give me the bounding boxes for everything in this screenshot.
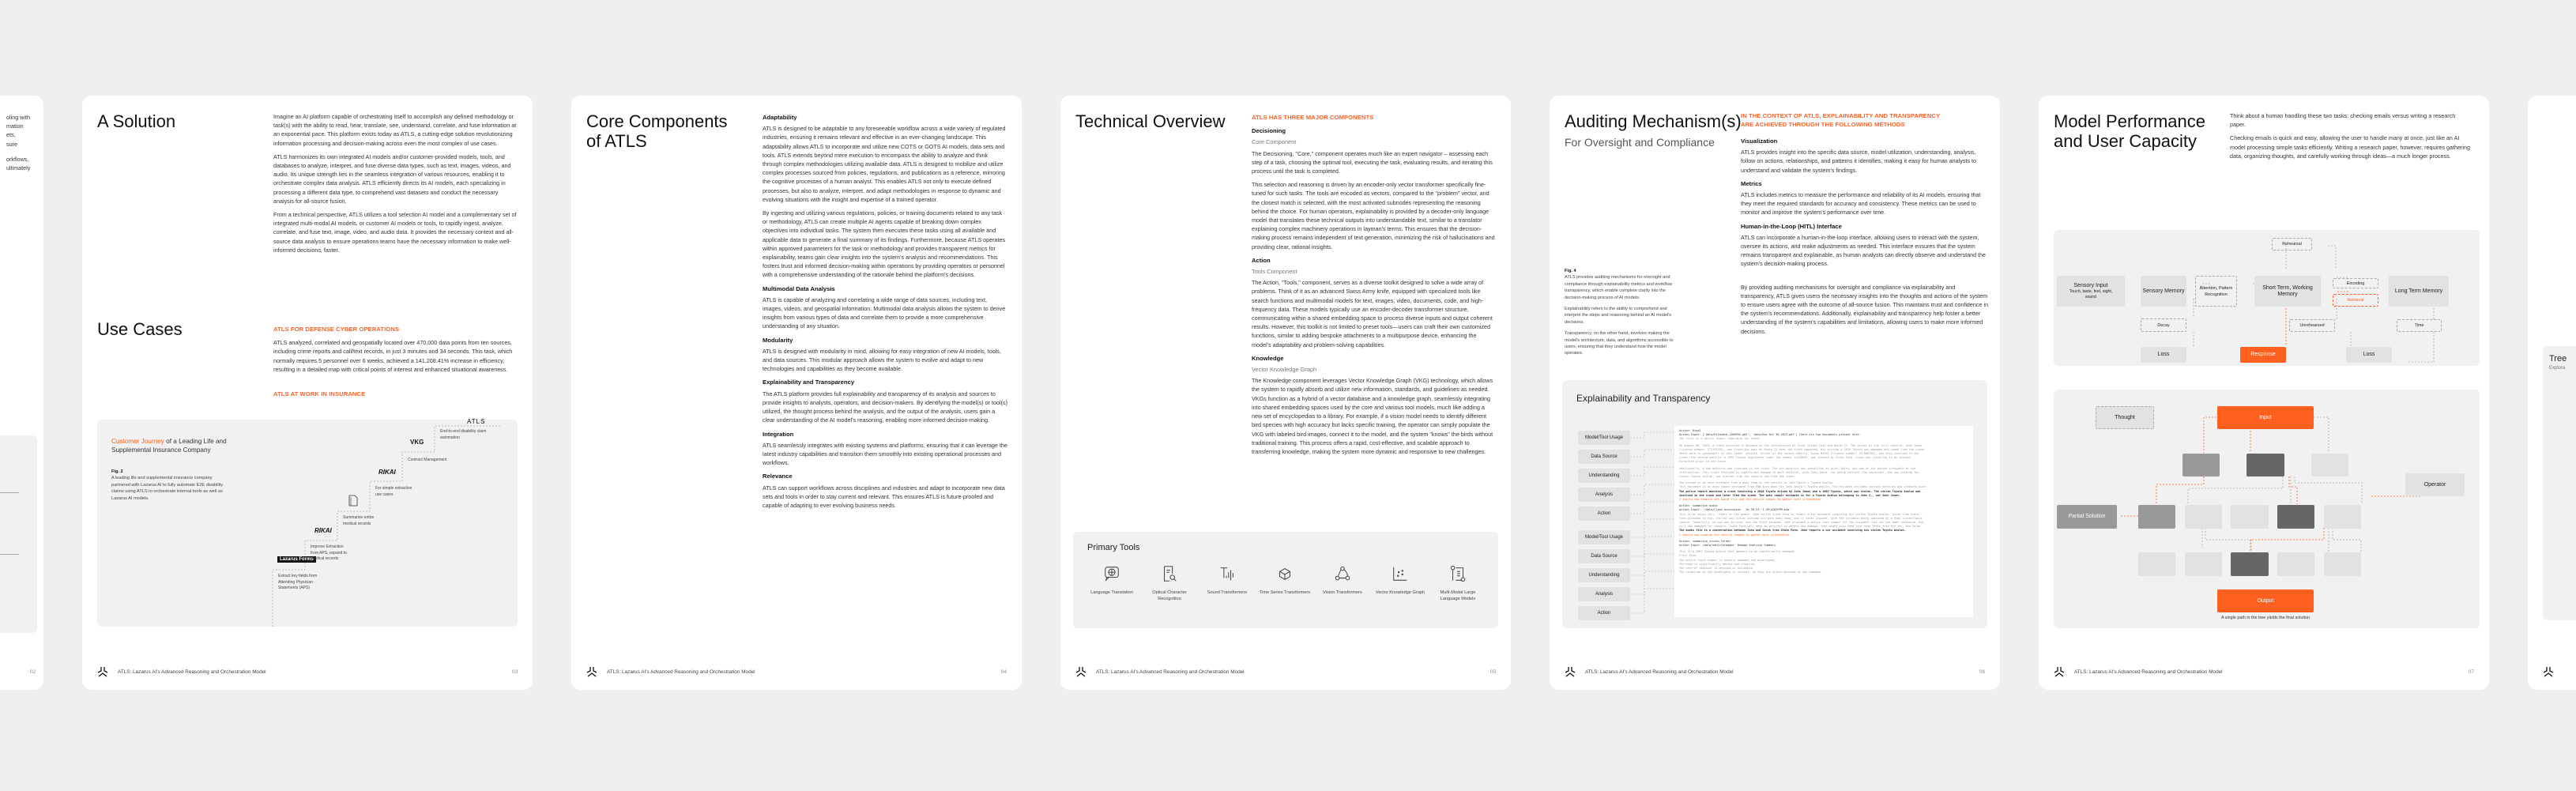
lazarus-forms-logo: Lazarus Forms (277, 556, 316, 563)
subsection-heading: Adaptability (763, 114, 797, 121)
subsection-heading: Multimodal Data Analysis (763, 284, 835, 292)
lazarus-logo-icon (1565, 666, 1576, 677)
log-line: The police report mentions a crash involving a 2016 Toyota driven by John Jones and a 1992 Toyota, which was stolen. The stolen Toyota Avalon was (1679, 489, 1921, 493)
page-footer (2543, 666, 2573, 677)
explainability-label: Action (1578, 606, 1630, 620)
explainability-label: Model/Tool Usage (1578, 431, 1630, 445)
page-footer (3, 666, 36, 677)
log-line: crash. The second vehicle, a 1992 Toyota registered under the number 14228949, was insured by State Farm. Susan was traveling in an unknown (1679, 456, 1911, 460)
page-footer (586, 666, 1007, 677)
log-line: direction prior to the crash. (1679, 460, 1728, 464)
auditing-text (1741, 111, 1990, 341)
lazarus-logo-icon (2054, 666, 2065, 677)
page-number: 05 (1489, 669, 1496, 675)
subsection-heading: Visualization (1741, 137, 1778, 145)
section-title: Use Cases (97, 319, 183, 339)
sensory-input-box (2057, 276, 2125, 307)
retrieval-box: Retrieval (2333, 294, 2378, 307)
log-line: Action Input: /data/vehicleimages' Damage Analysis Summary (1679, 544, 1776, 548)
paragraph: From a technical perspective, ATLS utilizes a tool selection AI model and a complementary set of integrated multi-modal AI models, or customer AI models or tools, to rapidly ingest, analyze, correlate, and fuse text, image, video, and audio data. It provides the necessary context and all-source data analysis to ensure operations teams have the necessary information to make well-informed decisions, faster. (273, 211, 517, 254)
log-line: I should now examine the audio file and the vehicle images to gather more information. (1679, 498, 1823, 502)
divider (0, 492, 19, 493)
page-number: 06 (1979, 669, 1985, 675)
subsection-heading: Integration (763, 430, 794, 438)
component-subheading: Tools Component (1252, 268, 1297, 276)
text-fragment: orkflows, (6, 155, 29, 163)
tool-label: Optical Character Recognition (1152, 590, 1187, 601)
explainability-label: Understanding (1578, 469, 1630, 483)
thought-node (2246, 454, 2284, 476)
journey-highlight: Customer Journey (111, 438, 164, 445)
journey-step-label: For simple extraction use cases (375, 486, 412, 497)
label-connectors (1630, 426, 1674, 616)
title-line: Core Components (586, 111, 728, 131)
solution-text (273, 112, 518, 259)
component-subheading: Vector Knowledge Graph (1252, 366, 1317, 374)
page-08-partial (2528, 96, 2576, 690)
operator-box: Operator (2405, 473, 2465, 496)
log-line: (license number: S71153J61), was traveling east on Route 21 when the crash happened. His driving a 2016 Toyota was damaged and towed from the scene. (1679, 447, 1926, 451)
tool-item (1142, 565, 1197, 602)
diagram-caption: A single path in the tree yields the final solution (2220, 616, 2310, 620)
partial-solution-box: Partial Solution (2057, 505, 2117, 529)
log-line: Additionally, a non-motorist was involved in the crash. The non-motorist was identified as Ariel Smith, who was at the marked crosswalk at the (1679, 466, 1916, 470)
page-number: 03 (511, 669, 518, 675)
page-footer (1075, 666, 1496, 677)
log-line: Front View: (1679, 554, 1698, 558)
loss-box: Loss (2141, 347, 2186, 363)
text-fragment-block (6, 113, 30, 172)
memory-model-diagram (2054, 230, 2480, 366)
primary-tools-panel (1073, 532, 1498, 628)
panel-subtitle: Explora (2549, 366, 2566, 371)
fig-label: Fig. 4 (1565, 269, 1576, 273)
log-line: intersection. This crash resulted in significant damage to both vehicles, with John Jones' car being totaled. The assailant, who was driving the (1679, 470, 1919, 474)
subsection-heading: Relevance (763, 473, 793, 480)
use-cases-text (273, 325, 518, 398)
footer-title: ATLS: Lazarus AI's Advanced Reasoning and Orchestration Model (1585, 669, 1734, 675)
paragraph: ATLS provides insight into the specific data source, model utilization, understanding, analysis, follow on actions, relationships, and patterns it identifies, making it easy for human analysts to understand and validate the system's findings. (1741, 149, 1977, 174)
text-fragment: ets, (6, 131, 16, 139)
fig-text: Explainability refers to the ability to comprehend and interpret the steps and reasoning behind an AI model's decisions. (1565, 307, 1672, 325)
title-line: and User Capacity (2054, 131, 2197, 151)
thought-node (2138, 505, 2175, 529)
paragraph: ATLS is capable of analyzing and correlating a wide range of data sources, including text, images, videos, and geospatial information. Multimodal data analysis allows the system to derive insights from various types of data and correlate them to provide a more comprehensive understanding of any situation. (763, 296, 1006, 330)
paragraph: The Knowledge component leverages Vector Knowledge Graph (VKG) technology, which allows the system to rapidly absorb and utilize new information, standards, and guidelines as needed. VKGs function as a hybrid of a vector database and a knowledge graph, seamlessly integrating into shared embedding spaces used by the core and various tool models, much like adding a new set of encyclopedias to a library. For example, if a vision model needs to identify different bird species with high accuracy but lacks specific training, the operator can simply populate the VKG with labeled bird images, connect it to the model, and the system "knows" the birds without traditional training. This process offers a rapid, cost-effective, and scalable approach to transferring knowledge, making the system more dynamic and responsive to new challenges. (1252, 377, 1493, 455)
reasoning-log[interactable] (1674, 426, 1973, 617)
log-line: The condition of the headlights is unclear; as they are either missing or too damaged. (1679, 571, 1823, 574)
tool-label: Language Translation (1090, 590, 1133, 595)
thought-node (2324, 552, 2361, 576)
page-footer (2054, 666, 2474, 677)
log-line: The second is an auto estimate from a body shop on the vehicle of John Smith's Toyota Avalon. (1679, 481, 1834, 485)
log-line: This is an audio call, likely on the phone. John called State Farm to report a car accident involving his stolen Toyota Avalon. Sarah from State (1679, 512, 1919, 516)
encoding-box: Encoding (2333, 278, 2378, 288)
tool-item (1373, 565, 1428, 597)
journey-rest: of a Leading Life and Supplemental Insurance Company (111, 438, 227, 454)
paragraph: ATLS includes metrics to measure the performance and reliability of its AI models, ensuring that they meet the required standards for accuracy and consistency. These metrics can be used to monitor and improve the system's performance over time. (1741, 191, 1981, 217)
section-heading: ATLS AT WORK IN INSURANCE (273, 390, 366, 398)
performance-text (2230, 111, 2471, 165)
rehearsal-box: Rehearsal (2272, 238, 2312, 250)
paragraph: By ingesting and utilizing various regulations, policies, or training documents related to any task or methodology, ATLS can create multiple AI agents capable of breaking down complex objectives into individual tasks. The system then executes these tasks using all available and applicable data to generate a final summary of its findings. Furthermore, because ATLS operates within approved parameters for the task or methodology and provides transparent metrics for explainability, teams gain clear insights into the system's analysis and recommendations. This fosters trust and informed decision-making within operations by providing operators or personnel with a comprehensive understanding of the rationale behind the platform's decisions. (763, 209, 1006, 279)
log-line: The entire front bumper is heavily damaged and misaligned. (1679, 558, 1776, 562)
divider (0, 554, 19, 555)
thought-node (2185, 505, 2222, 529)
log-line: The hood is significantly dented and crumpled. (1679, 562, 1756, 566)
page-a-solution (82, 96, 533, 690)
section-heading: IN THE CONTEXT OF ATLS, EXPLAINABILITY AND TRANSPARENCY ARE ACHIEVED THROUGH THE FOLLOWING METHODS (1741, 112, 1941, 128)
paragraph: ATLS is designed with modularity in mind, allowing for easy integration of new AI models, tools, and data sources. This modular approach allows the system to evolve and adapt to new technologies and capabilities as they become available. (763, 347, 1001, 373)
paragraph: Imagine an AI platform capable of orchestrating itself to accomplish any defined methodology or task(s) with the ability to read, hear, translate, see, understand, correlate, and fuse information at an exponential pace. This platform exists today as ATLS, a cutting-edge solution revolutionizing information processing and decision-making across even the most complex of use cases. (273, 113, 517, 147)
footer-title: ATLS: Lazarus AI's Advanced Reasoning and Orchestration Model (607, 669, 755, 675)
tree-of-thought-diagram (2054, 390, 2480, 628)
text-fragment: oling with (6, 114, 30, 121)
paragraph: ATLS analyzed, correlated and geospatially located over 470,000 data points from ten sources, including crime reports and call/text records, in just 3 minutes and 34 seconds. This task, which normally requires 5 personnel over 6 weeks, achieved a 141,208.41% increase in efficiency, resulting in a detailed map with critical points of interest and enhanced situational awareness. (273, 339, 513, 373)
page-number: 07 (2468, 669, 2474, 675)
document-icon (348, 495, 358, 507)
log-line: camera. Thankfully, no one was injured, and the thief escaped. John provided a police case number for the incident. His car has been recovered, but (1679, 521, 1924, 525)
lazarus-logo-icon (97, 666, 108, 677)
journey-step-label: Contract Management (408, 458, 447, 462)
short-term-memory-box: Short Term, Working Memory (2254, 276, 2321, 307)
document-search-icon (1161, 565, 1178, 582)
page-model-performance (2039, 96, 2489, 690)
rikai-logo: RIKAI (378, 469, 396, 476)
customer-journey-panel (97, 420, 518, 627)
explainability-label: Analysis (1578, 587, 1630, 601)
multimodal-icon (1449, 565, 1467, 582)
log-line: involved in the crash and later fled the scene. The auto repair estimate is for a Toyota Avalon belonging to John S., not John Jones. (1679, 493, 1901, 497)
thought-node (2185, 552, 2222, 576)
log-line: Action: RinaI (1679, 429, 1701, 432)
page-core-components (571, 96, 1022, 690)
page-title (586, 111, 728, 151)
log-line: I should now examine the vehicle images to gather more information. (1679, 533, 1791, 537)
page-auditing-mechanisms (1550, 96, 2000, 690)
tool-label: Sound Transformers (1207, 590, 1248, 595)
footer-title: ATLS: Lazarus AI's Advanced Reasoning and Orchestration Model (2074, 669, 2223, 675)
explainability-label: Data Source (1578, 450, 1630, 464)
lazarus-logo-icon (586, 666, 597, 677)
page-02 (0, 96, 43, 690)
journey-step-label: Summarize entire medical records (343, 515, 375, 526)
page-number: 04 (1000, 669, 1007, 675)
journey-step-label: End-to-end disability claim automation (440, 429, 487, 440)
text-fragment: ultimately (6, 164, 31, 172)
component-subheading: Core Component (1252, 138, 1297, 146)
log-line: On August 30, 2023, a crash occurred in Maynard at the intersection of Front Street East and Route 21. The driver of the first vehicle, John Jones (1679, 443, 1923, 447)
section-heading: ATLS FOR DEFENSE CYBER OPERATIONS (273, 326, 400, 333)
log-line: There were no passengers in John Jones' vehicle. Driver of the second vehicle, Susan Miles (license number: S57986T65), was also involved in the (1679, 452, 1919, 456)
page-technical-overview (1060, 96, 1511, 690)
log-line: Action Input: ['data/Estimate-1208932.pdf', 'data/Doc Oct 30 2023.pdf'] There are two documents present here. (1679, 433, 1861, 437)
panel-title: Tree (2549, 354, 2567, 363)
thought-node (2277, 552, 2314, 576)
subsection-heading: Explainability and Transparency (763, 379, 855, 386)
fig-text: ATLS provides auditing mechanisms for oversight and compliance through explainability metrics and workflow transparency, which enable complete clarity into the decision-making process of AI models. (1565, 275, 1673, 300)
subsection-heading: Modularity (763, 336, 793, 344)
fig-text: Transparency, on the other hand, involves making the model's architecture, data, and algorithms accessible to users, ensuring that they understand how the model operates. (1565, 331, 1674, 356)
loss-box: Loss (2346, 347, 2392, 363)
log-line: stolen Toyota Avalon, was ejected from the vehicle and fled the scene. (1679, 475, 1796, 479)
subsection-heading: Metrics (1741, 179, 1762, 187)
attention-box: Attention, Pattern Recognition (2195, 276, 2237, 307)
thought-legend-box: Thought (2096, 406, 2154, 429)
log-line: The central radiator is missing or dislodged. (1679, 567, 1754, 571)
page-footer (97, 666, 518, 677)
journey-step-label: Improve Extraction from APS, expand to medical records (311, 544, 347, 561)
thought-node (2231, 505, 2269, 529)
component-heading: Action (1252, 256, 1271, 264)
page-number: 02 (29, 669, 36, 675)
tool-label: Time Series Transformers (1259, 590, 1311, 595)
panel-title: Primary Tools (1087, 543, 1140, 552)
nodes-icon (1334, 565, 1351, 582)
response-box: Response (2240, 347, 2286, 363)
page-subtitle: For Oversight and Compliance (1565, 136, 1715, 149)
lazarus-logo-icon (1075, 666, 1087, 677)
tool-label: Vector Knowledge Graph (1375, 590, 1425, 595)
footer-title: ATLS: Lazarus AI's Advanced Reasoning and Orchestration Model (1096, 669, 1245, 675)
title-line: of ATLS (586, 131, 647, 151)
globe-chat-icon (1103, 565, 1120, 582)
thought-node (2138, 552, 2175, 576)
thought-node (2311, 454, 2348, 476)
page-title: Auditing Mechanism(s) (1565, 111, 1742, 131)
log-line: This document is an auto repair estimate from PBW Auto Body for John Smith's Toyota Avalon. The estimate includes various services and products such (1679, 485, 1926, 489)
thought-node (2231, 552, 2269, 576)
component-heading: Knowledge (1252, 354, 1284, 362)
paragraph: ATLS is designed to be adaptable to any foreseeable workflow across a wide variety of regulated industries, ensuring it remains relevant and effective in an ever-changing landscape. This adaptability allows ATLS to incorporate and utilize new COTS or GOTS AI models, data sets and tools. ATLS extends beyond mere execution to encompass the ability to analyze and think through complex methodologies utilizing available data. ATLS is designed to mobilize and utilize complex processes sourced from policies, regulations, and publications as a reference, mirroring the cognitive processes of a human analyst. This enables ATLS not only to execute defined processes, but also to analyze, interpret, and adapt methodologies in response to dynamic and evolving situations with the insight and expertise of a trained operator. (763, 125, 1006, 203)
explainability-label: Model/Tool Usage (1578, 530, 1630, 544)
log-line: Action Input: '/data/Claim discussion - 10_30_23: 1.39\u202FPM.m4a' (1679, 508, 1791, 512)
text-fragment: mation (6, 122, 24, 130)
page-title: Technical Overview (1075, 111, 1226, 131)
decay-box: Decay (2141, 318, 2186, 332)
thought-node (2277, 505, 2314, 529)
tool-label: Vision Transformers (1323, 590, 1362, 595)
tool-label: Multi-Modal Large Language Models (1440, 590, 1476, 601)
explainability-label: Analysis (1578, 488, 1630, 502)
page-heading (1565, 111, 1742, 149)
paragraph: This selection and reasoning is driven by an encoder-only vector transformer specifically fine-tuned for such tasks. The tools are encoded as vectors, compared to the "problem" vector, and the closest match is selected, with the most activated subnodes representing the reasoning behind the choice. For human operators, explainability is provided by a decoder-only language model that translates these technical outputs into understandable text, similar to a translator explaining complex machinery operations in layman's terms. This ensures that the decision-making process remains independent of text generation, minimizing the risk of hallucinations and providing clear, rational insights. (1252, 181, 1495, 250)
text-fragment: sure (6, 140, 17, 148)
paragraph: The Action, "Tools," component, serves as a diverse toolkit designed to solve a wide array of problems. Think of it as an advanced Swiss Army knife, equipped with specialized tools like search functions and multimodal models for text, images, video, documents, code, and high-frequency data. These models typically use an encoder-decoder transformer structure, communicating within a shared embedding space to process diverse inputs and output coherent results. However, this toolkit is not limited to preset tools—users can craft their own customized functions, similar to adding bespoke attachments to a multipurpose device, enhancing the model's adaptability and problem-solving capabilities. (1252, 279, 1493, 348)
log-line: The first is a police report regarding the crash: (1679, 437, 1761, 441)
tool-item (1257, 565, 1312, 597)
subsection-heading: Human-in-the-Loop (HITL) Interface (1741, 222, 1842, 230)
fig-text: A leading life and supplemental insurance company partnered with Lazarus AI to fully automate E2E disability claims using ATLS to orchestrate internal tools as well as Lazarus AI models. (111, 476, 224, 501)
paragraph: ATLS can support workflows across disciplines and industries and adapt to incorporate new data sets and tools in order to stay current and relevant. This ensures ATLS is future-proofed and capable of adapting to ever evolving business needs. (763, 484, 1005, 509)
thought-node (2182, 454, 2220, 476)
explainability-label: Data Source (1578, 549, 1630, 563)
text-sound-icon (1218, 565, 1236, 582)
figure-panel (0, 435, 37, 633)
component-heading: Decisioning (1252, 127, 1286, 135)
technical-overview-text (1252, 113, 1497, 461)
component-sections (1252, 126, 1497, 456)
fig-caption (1565, 268, 1683, 357)
paragraph: ATLS can incorporate a human-in-the-loop interface, allowing users to interact with the system, oversee its actions, and make adjustments as needed. This interface ensures that the system remains transparent and explainable, as human analysts can directly observe and understand the system's decision-making process. (1741, 233, 1987, 268)
log-line: Action: summarize_audio (1679, 504, 1718, 508)
tool-item (1199, 565, 1255, 597)
box-label: Sensory Input (2073, 283, 2108, 288)
title-line: Model Performance (2054, 111, 2205, 131)
scatter-graph-icon (1392, 565, 1409, 582)
input-box: Input (2217, 406, 2314, 429)
tool-item (1430, 565, 1486, 602)
explainability-panel (1562, 380, 1987, 628)
lazarus-logo-icon (2543, 666, 2554, 677)
journey-step-label: Extract key fields from Attending Physician Statements (APS) (278, 574, 318, 590)
page-title: A Solution (97, 111, 176, 131)
panel-title: Explainability and Transparency (1576, 393, 1711, 404)
thought-node (2324, 505, 2361, 529)
tool-item (1315, 565, 1370, 597)
vkg-logo: VKG (410, 439, 424, 446)
sensory-memory-box: Sensory Memory (2141, 276, 2186, 307)
paragraph: The ATLS platform provides full explainability and transparency of its analysis and sources to provide insights to analysts, operators, and decision-makers. By identifying the model(s) or tool(s) utilized, the thought process behind the analysis, and the output of the analysis, users gain a clear understanding of the AI model's reasoning, enabling more informed decision-making. (763, 390, 1008, 424)
paragraph: The Decisioning, "Core," component operates much like an expert navigator – assessing each step of a task, choosing the optimal tool, executing the task, evaluating results, and iterating this process until the task is completed. (1252, 149, 1493, 175)
paragraph: ATLS seamlessly integrates with existing systems and platforms, ensuring that it can leverage the latest industry capabilities and transition them smoothly into existing operational processes and workflows. (763, 441, 1007, 467)
unrehearsed-box: Unrehearsed (2289, 319, 2335, 332)
time-box: Time (2397, 319, 2442, 332)
core-components-text (763, 110, 1007, 514)
page-footer (1565, 666, 1985, 677)
log-line: it's too damaged for repairs. State Farm will send an adjuster to assess the damage. John might also have lost some tools from the car, and Sarah (1679, 525, 1921, 529)
log-line: Action: summarize_vision_folder (1679, 539, 1731, 543)
log-line: The audio file is a conversation between John and Sarah from State Farm. John reports a car accident involving his stolen Toyota Avalon. (1679, 529, 1906, 533)
log-line: Farm attended to him. The car was stolen outside his auto body shop, and it later crashed, with the incident being captured on a home surveillance (1679, 516, 1923, 520)
long-term-memory-box: Long Term Memory (2389, 276, 2449, 307)
page-title (2054, 111, 2205, 151)
paragraph: Think about a human handling these two tasks: checking emails versus writing a research paper. (2230, 112, 2456, 129)
paragraph: Checking emails is quick and easy, allowing the user to handle many at once, just like an AI model processing simple tasks efficiently. Writing a research paper, however, requires gathering data, organizing thoughts, and carefully working through ideas—a much longer process. (2230, 134, 2471, 160)
explainability-label: Understanding (1578, 568, 1630, 582)
section-heading: ATLS HAS THREE MAJOR COMPONENTS (1252, 114, 1374, 121)
paragraph: By providing auditing mechanisms for oversight and compliance via explainability and transparency, ATLS gives users the necessary insights into the thoughts and actions of the system to ensure users agree with the outcome of all-source fusion. This maintains trust and confidence in the system's recommendations. Additionally, explainability and transparency help foster a better understanding of the system's capabilities and limitations, allowing users to make more informed decisions. (1741, 283, 1989, 335)
output-box: Output (2217, 589, 2314, 612)
box-sublabel: Touch, taste, feel, sight, sound (2069, 289, 2113, 299)
log-line: This is a 2007 Toyota Avalon that appears to be significantly damaged. (1679, 550, 1796, 554)
staircase-lines (97, 420, 518, 627)
rikai-logo: RIKAI (314, 527, 332, 534)
explainability-label: Action (1578, 507, 1630, 521)
footer-title: ATLS: Lazarus AI's Advanced Reasoning and Orchestration Model (118, 669, 266, 675)
fig-label: Fig. 2 (111, 469, 123, 474)
tree-panel (2543, 346, 2576, 620)
cube-icon (1276, 565, 1294, 582)
paragraph: ATLS harmonizes its own integrated AI models and/or customer-provided models, tools, and databases to analyze, interpret, and fuse diverse data types, such as text, images, videos, and audio. Its unique strength lies in the seamless integration of various resources, enabling it to orchestrate complex data analysis. ATLS efficiently directs its AI models, each specializing in processing a different data type, to comprehend vast datasets and conduct the necessary analysis for all-source fusion. (273, 153, 511, 205)
atls-logo: ATLS (467, 418, 486, 425)
tool-item (1084, 565, 1139, 597)
